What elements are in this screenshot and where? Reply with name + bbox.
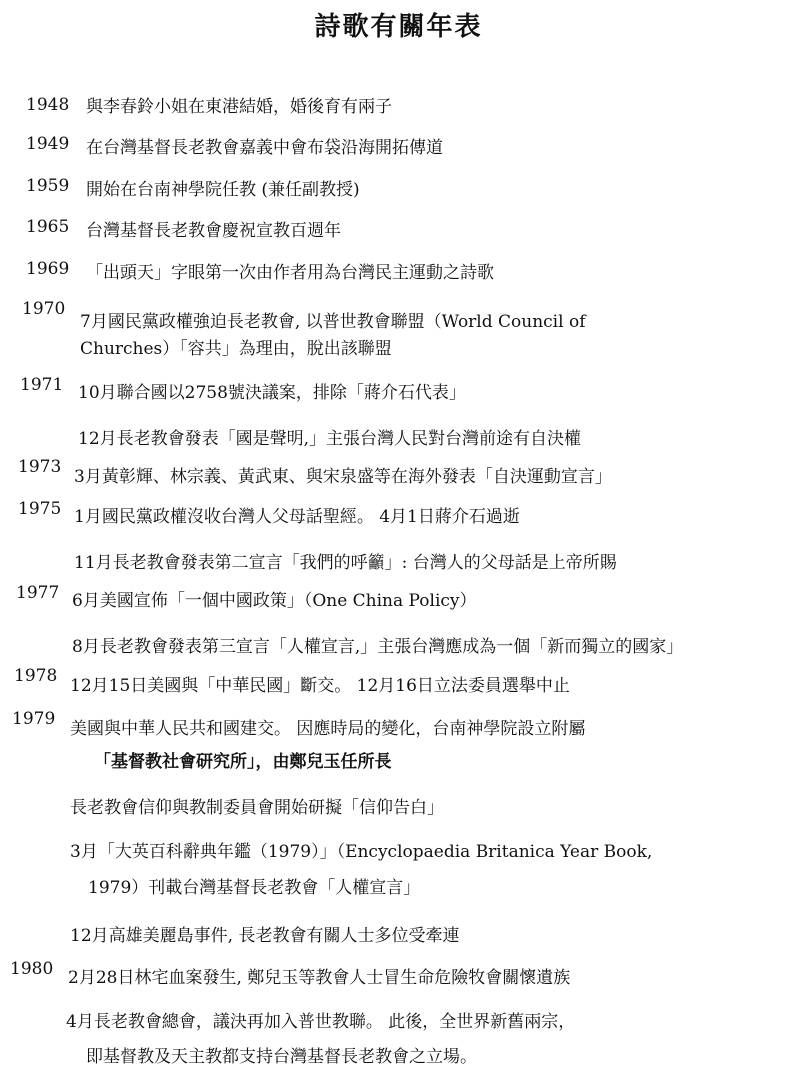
- year-label: 1973: [18, 457, 62, 477]
- timeline-entry: 長老教會信仰與教制委員會開始研擬「信仰告白」: [70, 798, 444, 818]
- timeline-entry: 台灣基督長老教會慶祝宣教百週年: [86, 221, 341, 241]
- year-label: 1975: [18, 499, 62, 519]
- year-label: 1978: [14, 666, 58, 686]
- timeline-entry: 即基督教及天主教都支持台灣基督長老教會之立場。: [86, 1047, 477, 1067]
- timeline-entry: 1月國民黨政權沒收台灣人父母話聖經。 4月1日蔣介石過逝: [74, 507, 520, 527]
- timeline-entry: 12月長老教會發表「國是聲明,」主張台灣人民對台灣前途有自決權: [78, 429, 582, 449]
- timeline-entry: 7月國民黨政權強迫長老教會, 以普世教會聯盟（World Council of: [80, 312, 586, 332]
- timeline-entry: 11月長老教會發表第二宣言「我們的呼籲」: 台灣人的父母話是上帝所賜: [74, 553, 617, 573]
- timeline-entry: 2月28日林宅血案發生, 鄭兒玉等教會人士冒生命危險牧會關懷遺族: [68, 968, 571, 988]
- timeline-entry: Churches）「容共」為理由，脫出該聯盟: [80, 339, 392, 359]
- timeline-entry: 4月長老教會總會，議決再加入普世教聯。 此後，全世界新舊兩宗，: [66, 1012, 576, 1032]
- timeline-entry: 「出頭天」字眼第一次由作者用為台灣民主運動之詩歌: [86, 263, 494, 283]
- timeline-entry: 1979）刊載台灣基督長老教會「人權宣言」: [88, 878, 421, 898]
- year-label: 1948: [26, 95, 70, 115]
- page-title: 詩歌有關年表: [314, 12, 483, 42]
- timeline-entry: 與李春鈴小姐在東港結婚，婚後育有兩子: [86, 97, 392, 117]
- year-label: 1980: [10, 959, 54, 979]
- timeline-entry: 在台灣基督長老教會嘉義中會布袋沿海開拓傳道: [86, 138, 443, 158]
- year-label: 1979: [12, 709, 56, 729]
- timeline-entry: 8月長老教會發表第三宣言「人權宣言,」主張台灣應成為一個「新而獨立的國家」: [72, 637, 684, 657]
- timeline-entry: 開始在台南神學院任教 (兼任副教授): [86, 180, 360, 200]
- year-label: 1965: [26, 217, 70, 237]
- year-label: 1971: [20, 375, 64, 395]
- year-label: 1977: [16, 583, 60, 603]
- year-label: 1949: [26, 134, 70, 154]
- timeline-entry: 12月15日美國與「中華民國」斷交。 12月16日立法委員選舉中止: [70, 676, 570, 696]
- timeline-entry: 12月高雄美麗島事件, 長老教會有關人士多位受牽連: [70, 926, 460, 946]
- timeline-entry: 3月黃彰輝、林宗義、黃武東、與宋泉盛等在海外發表「自決運動宣言」: [74, 467, 612, 487]
- timeline-entry: 3月「大英百科辭典年鑑（1979）」（Encyclopaedia Britanica Year Book,: [70, 842, 653, 862]
- year-label: 1959: [26, 176, 70, 196]
- timeline-entry: 10月聯合國以2758號決議案，排除「蔣介石代表」: [78, 383, 466, 403]
- timeline-entry: 6月美國宣佈「一個中國政策」（One China Policy）: [72, 591, 477, 611]
- timeline-entry: 「基督教社會研究所」，由鄭兒玉任所長: [94, 752, 392, 772]
- year-label: 1970: [22, 299, 66, 319]
- timeline-entry: 美國與中華人民共和國建交。 因應時局的變化，台南神學院設立附屬: [70, 719, 586, 739]
- year-label: 1969: [26, 259, 70, 279]
